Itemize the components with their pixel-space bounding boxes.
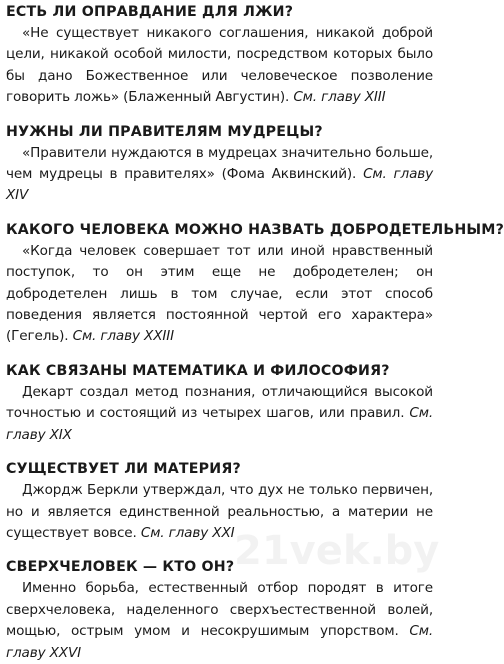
section-body-text: Джордж Беркли утверждал, что дух не только первичен, но и является единственной реальностью, а материи не существует вовсе. (6, 482, 433, 541)
section-heading: СВЕРХЧЕЛОВЕК — КТО ОН? (6, 559, 235, 576)
chapter-reference: См. главу XIX (6, 405, 434, 443)
chapter-reference: См. главу XXIII (72, 328, 174, 345)
chapter-reference: См. главу XXVI (6, 623, 434, 661)
section-heading: ЕСТЬ ЛИ ОПРАВДАНИЕ ДЛЯ ЛЖИ? (6, 4, 294, 20)
section-body (6, 143, 433, 207)
chapter-reference: См. главу XXI (140, 524, 235, 541)
section-virtuous-person (6, 218, 504, 348)
section-heading: НУЖНЫ ЛИ ПРАВИТЕЛЯМ МУДРЕЦЫ? (6, 123, 323, 140)
section-math-philosophy (6, 359, 433, 446)
section-heading: СУЩЕСТВУЕТ ЛИ МАТЕРИЯ? (6, 461, 241, 478)
watermark-logo: 21vek.by (234, 528, 440, 574)
chapter-reference: См. главу XIV (6, 166, 434, 204)
section-body-text: Именно борьба, естественный отбор породят в итоге сверхчеловека, наделенного сверхъестественной волей, мощью, острым умом и несокрушимым упорством. (6, 580, 433, 640)
section-body (6, 382, 433, 446)
section-body-text: «Правители нуждаются в мудрецах значительно больше, чем мудрецы в правителях» (Фома Аквинский). (6, 144, 433, 183)
section-body (6, 23, 433, 109)
section-body (6, 241, 433, 348)
section-rulers-sages (6, 120, 433, 207)
section-body-text: «Когда человек совершает тот или иной нравственный поступок, то он этим еще не добродетелен; он добродетелен лишь в том случае, если этот способ поведения является постоянной чертой его характера» (Гегель). (6, 242, 433, 345)
section-heading: КАК СВЯЗАНЫ МАТЕМАТИКА И ФИЛОСОФИЯ? (6, 362, 390, 379)
section-body-text: Декарт создал метод познания, отличающийся высокой точностью и состоящий из четырех шагов, или правил. (6, 383, 433, 422)
chapter-reference: См. главу XIII (293, 89, 386, 106)
section-body-text: «Не существует никакого соглашения, никакой доброй цели, никакой особой милости, посредством которых было бы дано Божественное или человеческое позволение говорить ложь» (Блаженный Августин). (6, 25, 433, 106)
section-body (6, 578, 433, 664)
section-lie-justification (6, 0, 433, 109)
section-heading: КАКОГО ЧЕЛОВЕКА МОЖНО НАЗВАТЬ ДОБРОДЕТЕЛЬНЫМ? (6, 221, 504, 238)
